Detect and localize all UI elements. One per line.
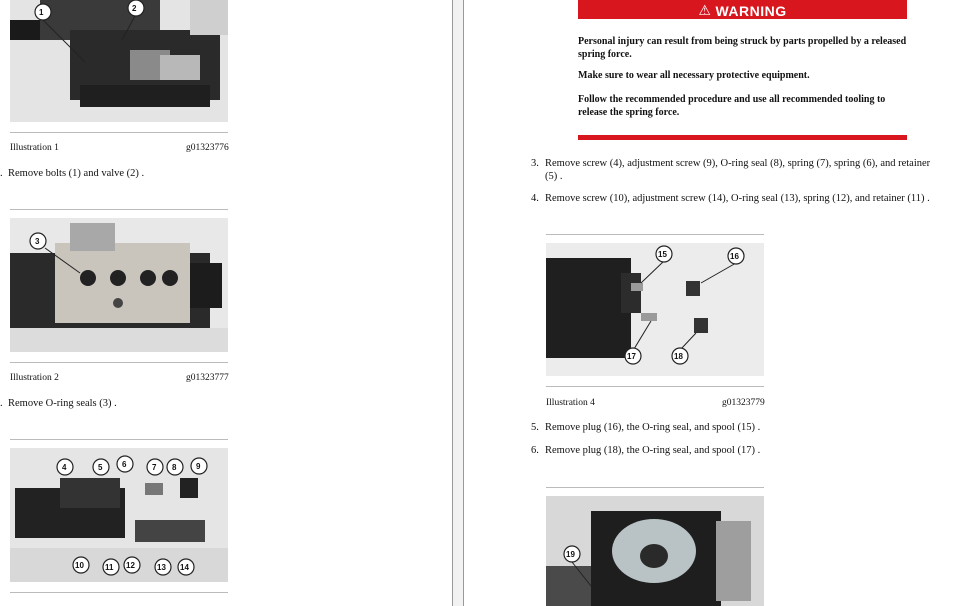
illustration-1-caption: Illustration 1 — [10, 143, 59, 153]
right-page — [464, 0, 957, 606]
step-6-number: 6. — [531, 445, 539, 456]
callout-12: 12 — [126, 561, 135, 570]
illustration-2-photo — [10, 218, 228, 352]
step-2-number: . — [0, 398, 3, 409]
divider — [546, 386, 764, 387]
callout-7: 7 — [152, 463, 157, 472]
callout-5: 5 — [98, 463, 103, 472]
callout-16: 16 — [730, 252, 739, 261]
divider — [10, 592, 228, 593]
callout-18: 18 — [674, 352, 683, 361]
callout-4: 4 — [62, 463, 67, 472]
illustration-4-photo — [546, 243, 764, 376]
callout-2: 2 — [132, 4, 137, 13]
callout-6: 6 — [122, 460, 127, 469]
callout-19: 19 — [566, 550, 575, 559]
warning-line-1: Personal injury can result from being struck by parts propelled by a released spring force. — [578, 36, 907, 60]
illustration-1-photo — [10, 0, 228, 122]
left-page — [0, 0, 452, 606]
step-3-text: Remove screw (4), adjustment screw (9), O-ring seal (8), spring (7), spring (6), and retainer (5) . — [545, 158, 931, 182]
illustration-1-code: g01323776 — [186, 143, 229, 153]
callout-11: 11 — [105, 563, 114, 572]
divider — [10, 209, 228, 210]
illustration-4-caption: Illustration 4 — [546, 398, 595, 408]
callout-17: 17 — [627, 352, 636, 361]
illustration-4-code: g01323779 — [722, 398, 765, 408]
divider — [10, 362, 228, 363]
warning-bottom-rule — [578, 135, 907, 140]
step-6-text: Remove plug (18), the O-ring seal, and spool (17) . — [545, 445, 761, 456]
callout-15: 15 — [658, 250, 667, 259]
warning-line-2: Make sure to wear all necessary protective equipment. — [578, 70, 810, 81]
callout-14: 14 — [180, 563, 189, 572]
divider — [10, 439, 228, 440]
callout-9: 9 — [196, 462, 201, 471]
divider — [546, 234, 764, 235]
callout-1: 1 — [39, 8, 44, 17]
warning-triangle-icon: ⚠ — [698, 2, 712, 18]
warning-title: WARNING — [715, 3, 787, 19]
divider — [10, 132, 228, 133]
step-3-number: 3. — [531, 158, 539, 169]
callout-3: 3 — [35, 237, 40, 246]
step-5-text: Remove plug (16), the O-ring seal, and spool (15) . — [545, 422, 761, 433]
illustration-2-caption: Illustration 2 — [10, 373, 59, 383]
illustration-2-code: g01323777 — [186, 373, 229, 383]
step-1-text: Remove bolts (1) and valve (2) . — [8, 168, 145, 179]
step-2-text: Remove O-ring seals (3) . — [8, 398, 117, 409]
callout-8: 8 — [172, 463, 177, 472]
illustration-5-photo — [546, 496, 764, 606]
illustration-3-photo — [10, 448, 228, 582]
step-5-number: 5. — [531, 422, 539, 433]
step-4-number: 4. — [531, 193, 539, 204]
callout-13: 13 — [157, 563, 166, 572]
step-1-number: . — [0, 168, 3, 179]
divider — [546, 487, 764, 488]
step-4-text: Remove screw (10), adjustment screw (14), O-ring seal (13), spring (12), and retainer (11) . — [545, 193, 930, 204]
warning-banner — [578, 0, 907, 19]
callout-10: 10 — [75, 561, 84, 570]
warning-line-3: Follow the recommended procedure and use all recommended tooling to release the spring force. — [578, 94, 886, 118]
page-gutter — [452, 0, 464, 606]
